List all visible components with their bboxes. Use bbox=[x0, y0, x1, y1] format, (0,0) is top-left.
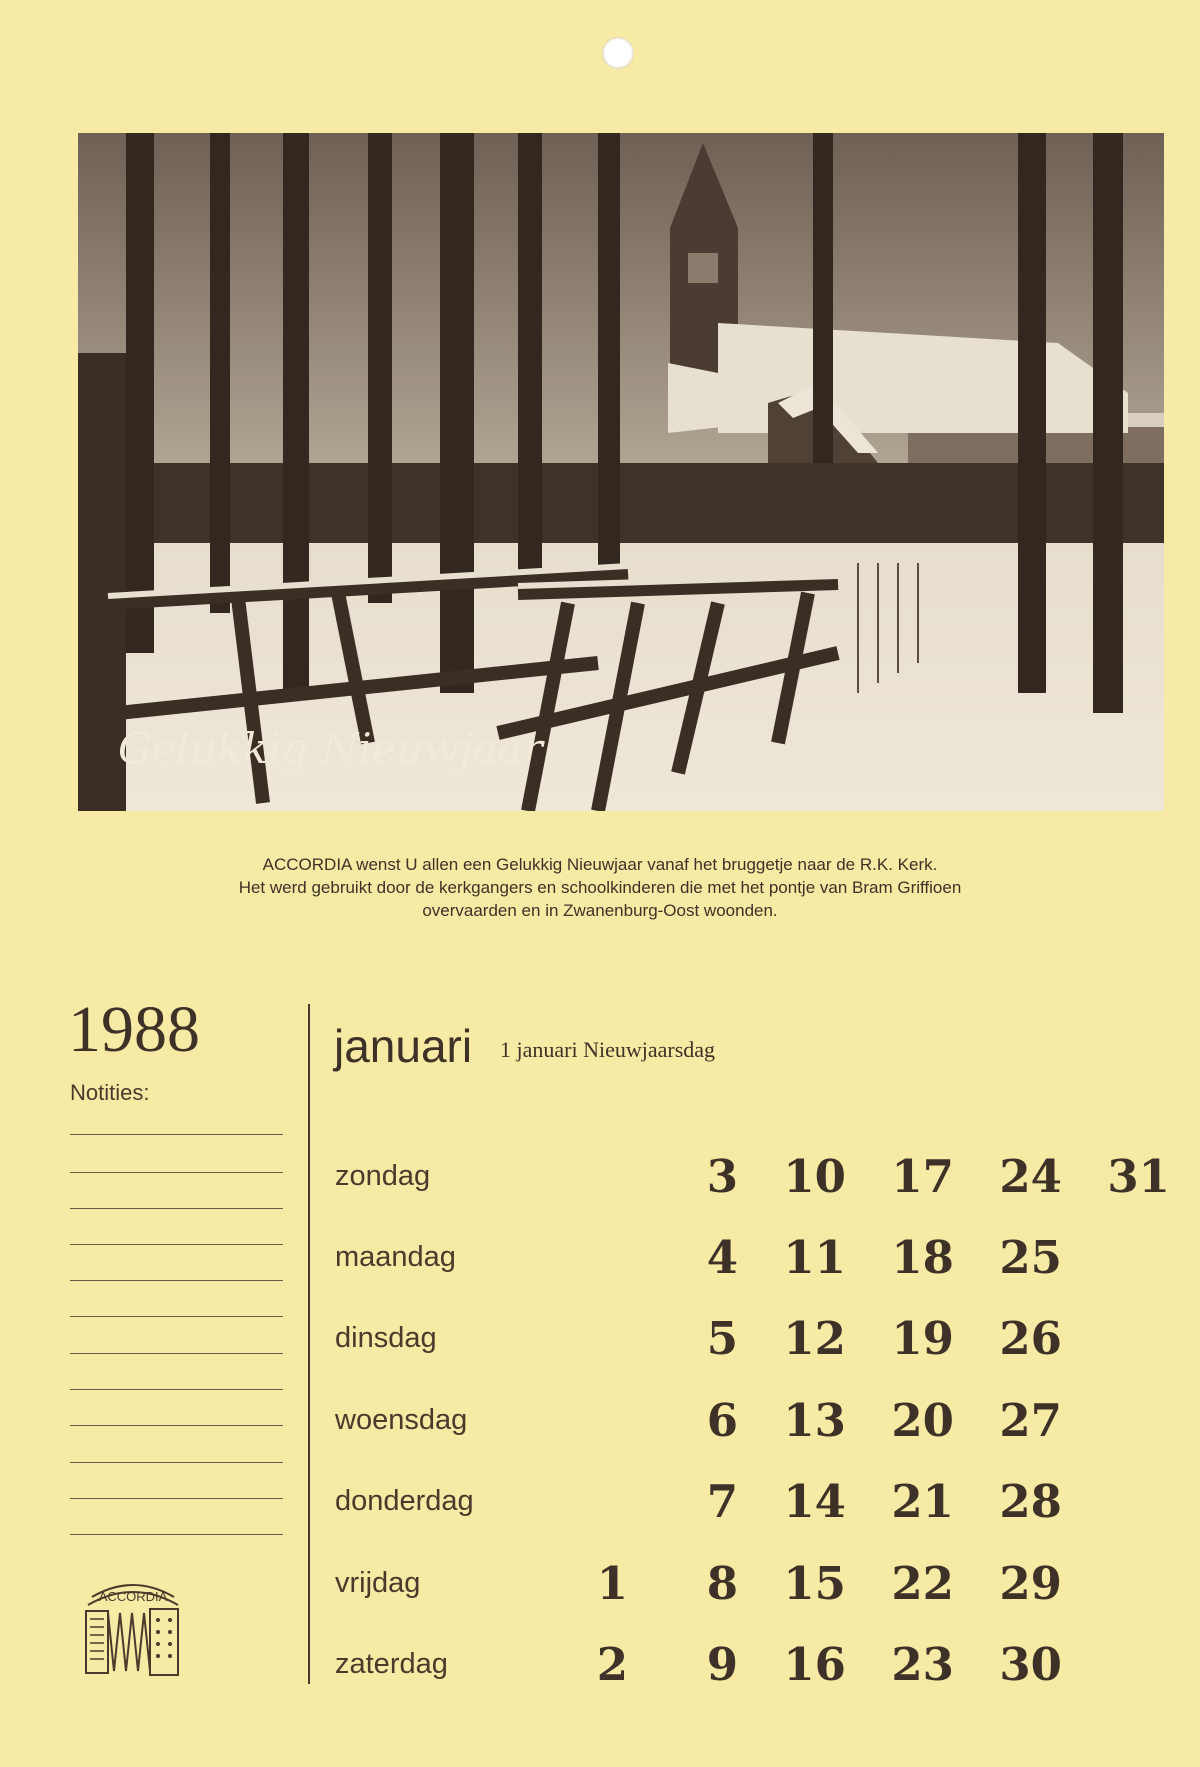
photo-greeting-text: Gelukkig Nieuwjaar bbox=[118, 724, 543, 773]
hanging-hole bbox=[602, 37, 634, 69]
date-cell: 19 bbox=[891, 1312, 954, 1365]
day-name-maandag: maandag bbox=[335, 1241, 456, 1273]
winter-church-photo bbox=[78, 133, 1164, 811]
date-cell: 17 bbox=[891, 1150, 954, 1203]
note-line bbox=[70, 1172, 283, 1173]
date-cell: 14 bbox=[783, 1475, 846, 1528]
date-cell: 5 bbox=[706, 1312, 738, 1365]
date-cell: 3 bbox=[706, 1150, 738, 1203]
calendar-year: 1988 bbox=[68, 993, 200, 1066]
date-cell: 23 bbox=[891, 1638, 954, 1691]
date-cell: 24 bbox=[999, 1150, 1062, 1203]
note-line bbox=[70, 1280, 283, 1281]
date-cell: 15 bbox=[783, 1557, 846, 1610]
caption-line: Het werd gebruikt door de kerkgangers en schoolkinderen die met het pontje van Bram Griffioen bbox=[238, 878, 962, 897]
date-cell: 29 bbox=[999, 1557, 1062, 1610]
date-cell: 11 bbox=[783, 1231, 846, 1284]
holiday-note: 1 januari Nieuwjaarsdag bbox=[500, 1037, 716, 1062]
day-name-zondag: zondag bbox=[335, 1160, 431, 1192]
date-cell: 28 bbox=[999, 1475, 1062, 1528]
note-line bbox=[70, 1244, 283, 1245]
note-line bbox=[70, 1534, 283, 1535]
notes-label: Notities: bbox=[70, 1080, 150, 1105]
column-divider bbox=[308, 1004, 310, 1684]
date-cell: 22 bbox=[891, 1557, 954, 1610]
date-cell: 4 bbox=[706, 1231, 738, 1284]
note-line bbox=[70, 1498, 283, 1499]
date-cell: 30 bbox=[999, 1638, 1062, 1691]
date-cell: 10 bbox=[783, 1150, 846, 1203]
date-cell: 12 bbox=[783, 1312, 846, 1365]
month-name: januari bbox=[334, 1020, 473, 1072]
date-cell: 18 bbox=[891, 1231, 954, 1284]
day-name-dinsdag: dinsdag bbox=[335, 1322, 437, 1354]
date-cell: 27 bbox=[999, 1394, 1062, 1447]
date-cell: 8 bbox=[706, 1557, 738, 1610]
caption-line: overvaarden en in Zwanenburg-Oost woonden. bbox=[422, 901, 778, 920]
photo-caption bbox=[100, 853, 1100, 922]
date-cell: 31 bbox=[1107, 1150, 1170, 1203]
date-cell: 25 bbox=[999, 1231, 1062, 1284]
date-cell: 20 bbox=[891, 1394, 954, 1447]
day-name-zaterdag: zaterdag bbox=[335, 1648, 448, 1680]
note-line bbox=[70, 1389, 283, 1390]
date-cell: 2 bbox=[596, 1638, 628, 1691]
date-cell: 1 bbox=[596, 1557, 628, 1610]
note-line bbox=[70, 1208, 283, 1209]
note-line bbox=[70, 1134, 283, 1135]
date-cell: 13 bbox=[783, 1394, 846, 1447]
caption-line: ACCORDIA wenst U allen een Gelukkig Nieuwjaar vanaf het bruggetje naar de R.K. Kerk. bbox=[262, 855, 938, 874]
note-line bbox=[70, 1353, 283, 1354]
photo-illustration bbox=[78, 133, 1164, 811]
note-line bbox=[70, 1462, 283, 1463]
note-line bbox=[70, 1425, 283, 1426]
day-name-woensdag: woensdag bbox=[335, 1404, 468, 1436]
date-cell: 9 bbox=[706, 1638, 738, 1691]
day-name-vrijdag: vrijdag bbox=[335, 1567, 421, 1599]
accordia-logo bbox=[78, 1575, 188, 1690]
date-cell: 26 bbox=[999, 1312, 1062, 1365]
note-line bbox=[70, 1316, 283, 1317]
date-cell: 21 bbox=[891, 1475, 954, 1528]
date-cell: 6 bbox=[706, 1394, 738, 1447]
date-cell: 16 bbox=[783, 1638, 846, 1691]
date-cell: 7 bbox=[706, 1475, 738, 1528]
logo-text: ACCORDIA bbox=[98, 1589, 168, 1604]
day-name-donderdag: donderdag bbox=[335, 1485, 474, 1517]
accordion-icon bbox=[78, 1575, 188, 1685]
